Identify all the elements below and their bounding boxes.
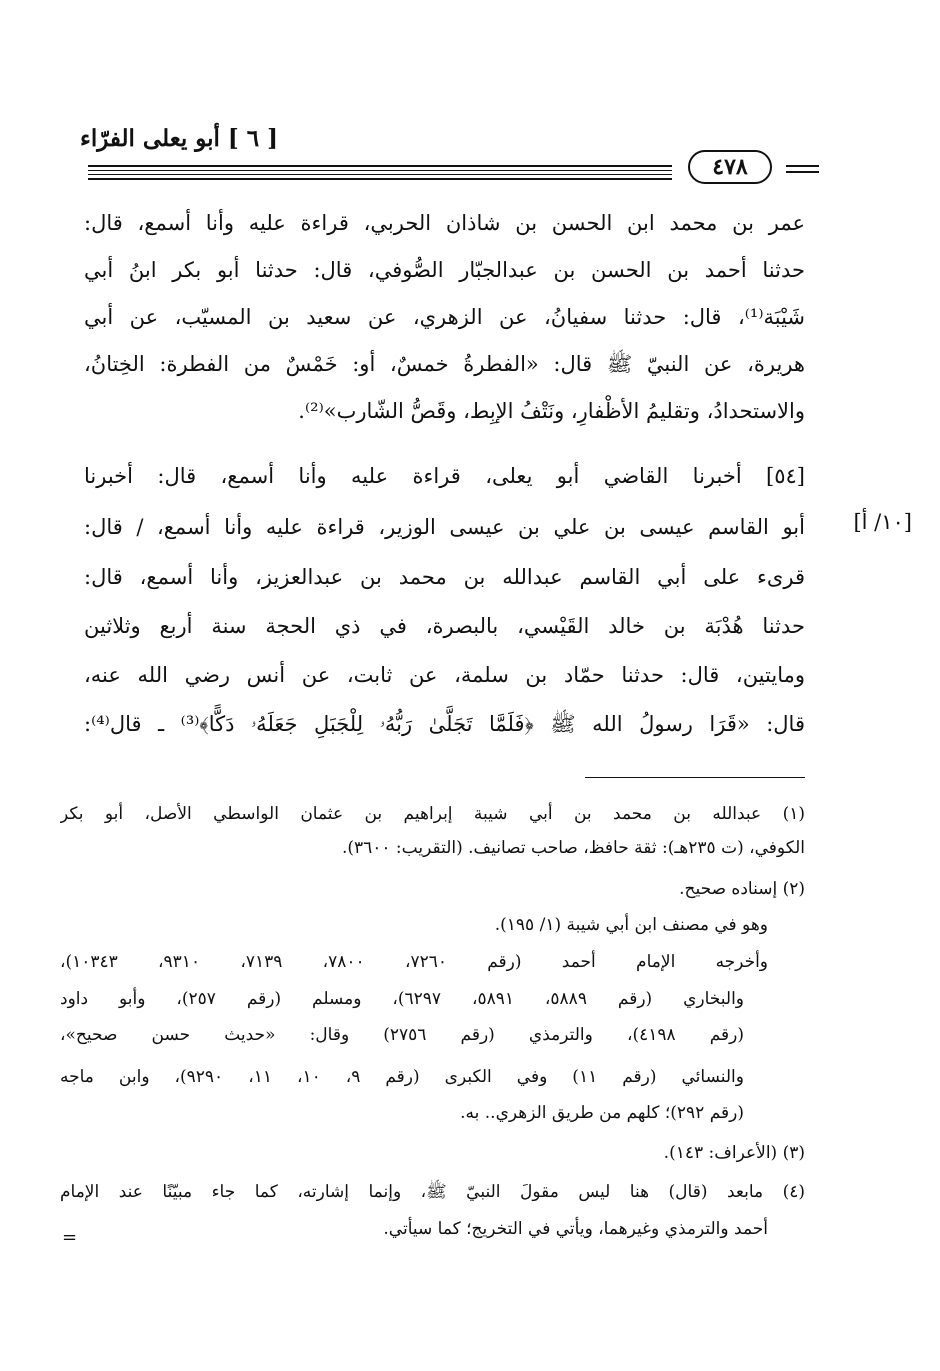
footnote-line: (١) عبدالله بن محمد بن أبي شيبة إبراهيم بن عثمان الواسطي الأصل، أبو بكر: [60, 804, 805, 824]
footnote-line: وهو في مصنف ابن أبي شيبة (١/ ١٩٥).: [494, 915, 768, 935]
text-line: عمر بن محمد ابن الحسن بن شاذان الحربي، قراءة عليه وأنا أسمع، قال:: [84, 211, 805, 235]
page-number-bar: [786, 171, 819, 173]
text-line: هريرة، عن النبيّ ﷺ قال: «الفطرةُ خمسٌ، أو: خَمْسٌ من الفطرة: الخِتانُ،: [84, 352, 805, 376]
footnote-line: (رقم ٢٩٢)؛ كلهم من طريق الزهري.. به.: [460, 1103, 744, 1123]
header-rule: [88, 178, 672, 180]
page-number: ٤٧٨: [688, 150, 772, 184]
footnote-line: (رقم ٤١٩٨)، والترمذي (رقم ٢٧٥٦) وقال: «حديث حسن صحيح»،: [60, 1025, 744, 1045]
continuation-mark: =: [62, 1227, 78, 1248]
text-line: حدثنا هُدْبَة بن خالد القَيْسي، بالبصرة، في ذي الحجة سنة أربع وثلاثين: [84, 614, 805, 638]
text-line: [٥٤] أخبرنا القاضي أبو يعلى، قراءة عليه وأنا أسمع، قال: أخبرنا: [84, 464, 805, 488]
header-rule: [88, 174, 672, 175]
text-line: حدثنا أحمد بن الحسن بن عبدالجبّار الصُّوفي، قال: حدثنا أبو بكر ابنُ أبي: [84, 258, 805, 282]
footnote-line: الكوفي، (ت ٢٣٥هـ): ثقة حافظ، صاحب تصانيف. (التقريب: ٣٦٠٠).: [341, 838, 805, 858]
footnote-line: (٢) إسناده صحيح.: [679, 879, 805, 899]
header-rule: [88, 165, 672, 167]
text-line: قرىء على أبي القاسم عبدالله بن محمد بن عبدالعزيز، وأنا أسمع، قال:: [84, 565, 805, 589]
text-line: قال: «قَرَا رسولُ الله ﷺ ﴿فَلَمَّا تَجَلَّىٰ رَبُّهُۥ لِلْجَبَلِ جَعَلَهُۥ دَكًّا﴾⁽³⁾ ـ قال⁽⁴⁾:: [84, 712, 805, 736]
text-line: أبو القاسم عيسى بن علي بن عيسى الوزير، قراءة عليه وأنا أسمع، / قال:: [84, 515, 805, 539]
footnote-line: أحمد والترمذي وغيرهما، ويأتي في التخريج؛ كما سيأتي.: [383, 1219, 768, 1239]
footnote-line: والنسائي (رقم ١١) وفي الكبرى (رقم ٩، ١٠، ١١، ٩٢٩٠)، وابن ماجه: [60, 1067, 744, 1087]
text-line: شَيْبَة⁽¹⁾، قال: حدثنا سفيانُ، عن الزهري، عن سعيد بن المسيّب، عن أبي: [84, 305, 805, 329]
footnote-line: (٤) مابعد (قال) هنا ليس مقولَ النبيّ ﷺ، وإنما إشارته، كما جاء مبيّنًا عند الإمام: [60, 1182, 805, 1202]
footnote-line: والبخاري (رقم ٥٨٨٩، ٥٨٩١، ٦٢٩٧)، ومسلم (رقم ٢٥٧)، وأبو داود: [60, 989, 744, 1009]
text-line: والاستحدادُ، وتقليمُ الأظْفارِ، ونَتْفُ الإبِط، وقَصُّ الشّارب»⁽²⁾.: [298, 399, 805, 423]
header-rule: [88, 170, 672, 171]
page-number-bar: [786, 165, 819, 167]
footnote-line: (٣) (الأعراف: ١٤٣).: [663, 1143, 805, 1163]
manuscript-folio-marker: [١٠/ أ]: [853, 510, 912, 534]
footnote-line: وأخرجه الإمام أحمد (رقم ٧٢٦٠، ٧٨٠٠، ٧١٣٩، ٩٣١٠، ١٠٣٤٣)،: [60, 952, 768, 972]
text-line: ومايتين، قال: حدثنا حمّاد بن سلمة، عن ثابت، عن أنس رضي الله عنه،: [84, 663, 805, 687]
book-title: [ ٦ ] أبو يعلى الفرّاء: [80, 125, 279, 152]
footnote-separator: [585, 777, 805, 778]
